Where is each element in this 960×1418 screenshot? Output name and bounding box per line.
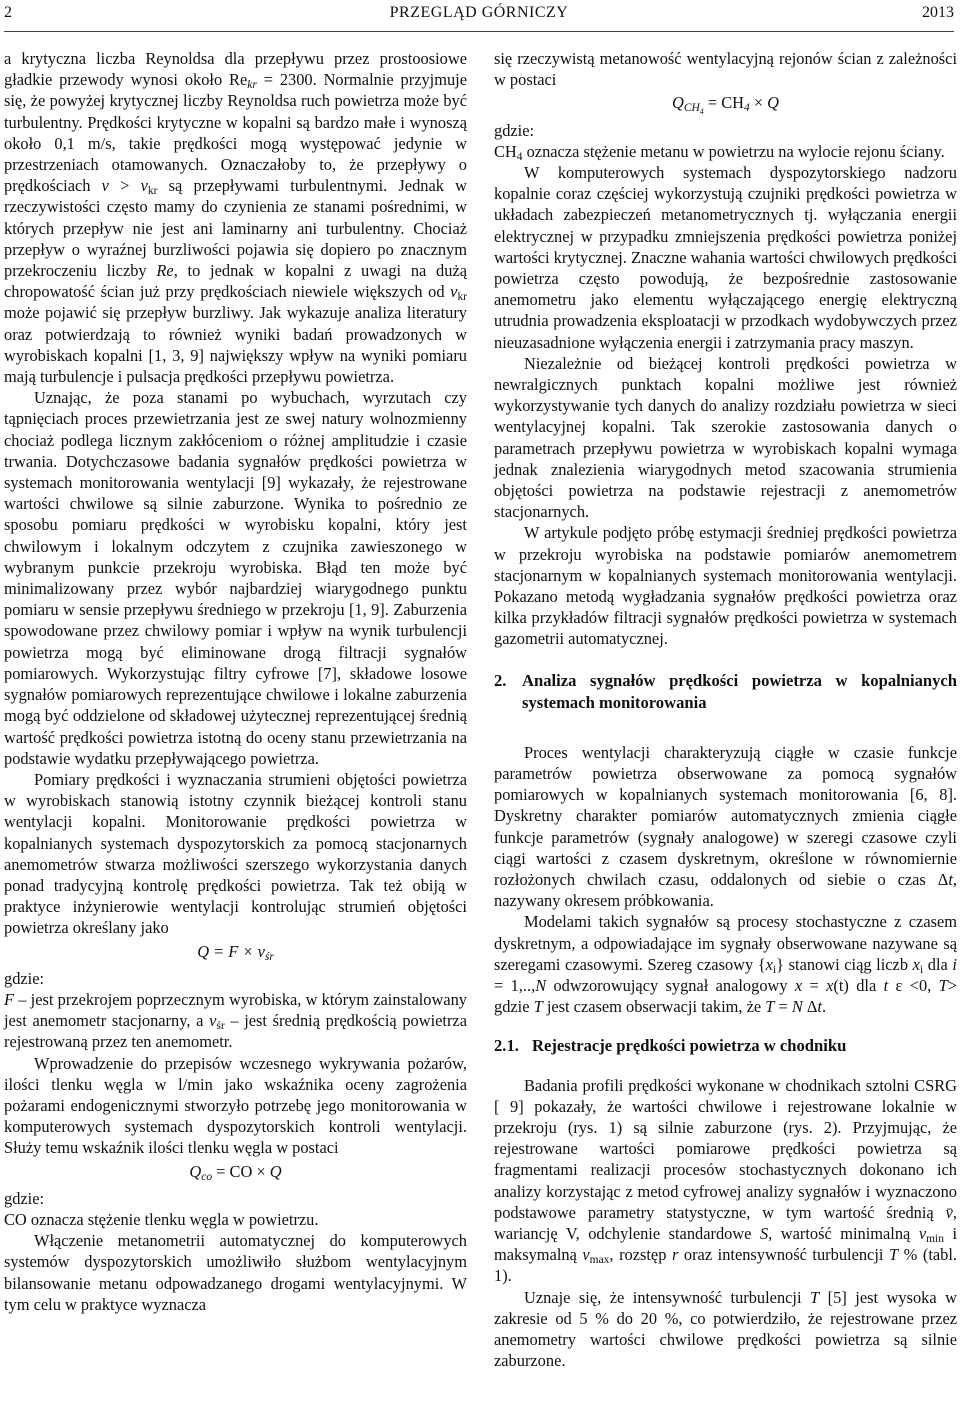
page-header xyxy=(4,2,954,24)
paragraph: Modelami takich sygnałów są procesy stochastyczne z czasem dyskretnym, a odpowiadające im sygnały obserwowane nazywane są szeregami czasowymi. Szereg czasowy $\{x_i\}$ stanowi ciąg liczb $x_i$ dla i = 1,..,N odwzorowujący sygnał analogowy x = x(t) dla t ε <0, T> gdzie T jest czasem obserwacji takim, że T = N Δt. xyxy=(494,912,957,1017)
paragraph: a krytyczna liczba Reynoldsa dla przepływu przez prostoosiowe gładkie przewody wynosi około $Re_{kr} = 2300$. Normalnie przyjmuje się, że powyżej krytycznej liczby Reynoldsa ruch powietrza może być turbulentny. Prędkości krytyczne w kopalni są bardzo małe i wynoszą około 0,1 m/s, takie prędkości mogą występować jedynie w przestrzeniach otamowanych. Oznaczałoby to, że przepływy o prędkościach $v > v_{kr}$ są przepływami turbulentnymi. Jednak w rzeczywistości często mamy do czynienia ze stanami pośrednimi, w których przepływ nie jest ani laminarny ani turbulentny. Chociaż przepływ o wyraźnej burzliwości pojawia się dopiero po znacznym przekroczeniu liczby Re, to jednak w kopalni z uwagi na dużą chropowatość ścian już przy prędkościach niewiele większych od $v_{kr}$ może pojawić się przepływ burzliwy. Jak wykazuje analiza literatury oraz potwierdzają to również wyniki badań prowadzonych w wyrobiskach kopalni [1, 3, 9] największy wpływ na wyniki pomiaru mają turbulencje i pulsacja prędkości przepływu powietrza. xyxy=(4,49,467,387)
paragraph: Niezależnie od bieżącej kontroli prędkości powietrza w newralgicznych punktach kopalni możliwe jest również wykorzystywanie tych danych do analizy rozdziału powietrza w sieci wentylacyjnej kopalni. Tak szerokie zastosowania danych o parametrach przepływu powietrza w wyrobiskach kopalni wymaga jednak znalezienia wiarygodnych metod szacowania strumienia objętości powietrza na podstawie rejestracji z anemometrów stacjonarnych. xyxy=(494,353,957,522)
header-rule xyxy=(4,31,954,32)
where-label: gdzie: xyxy=(494,120,535,140)
subsection-heading xyxy=(494,1035,957,1056)
section-heading xyxy=(494,670,957,714)
where-label: gdzie: xyxy=(4,1188,45,1208)
definition: F – jest przekrojem poprzecznym wyrobiska, w którym zainstalowany jest anemometr stacjonarny, a $v_{śr}$ – jest średnią prędkością powietrza rejestrowaną przez ten anemometr. xyxy=(4,989,467,1052)
equation-co: $Q_{co}$ = CO × Q xyxy=(189,1161,282,1183)
definition: CO oznacza stężenie tlenku węgla w powietrzu. xyxy=(4,1209,319,1229)
paragraph: Włączenie metanometrii automatycznej do komputerowych systemów dyspozytorskich umożliwiło służbom wentylacyjnym bilansowanie metanu odpowadzanego drogami wentylacyjnymi. W tym celu w praktyce wyznacza xyxy=(4,1231,467,1314)
paragraph: Pomiary prędkości i wyznaczania strumieni objętości powietrza w wyrobiskach stanowią istotny czynnik bieżącej kontroli stanu wentylacji kopalni. Monitorowanie prędkości powietrza w kopalnianych systemach dyspozytorskich za pomocą stacjonarnych anemometrów stwarza możliwości szerszego wykorzystania danych ponad tradycyjną kontrolę prędkości powietrza. Tak też obiją w praktyce inżynierowie wentylacji kontrolując strumień objętości powietrza określany jako xyxy=(4,769,467,938)
paragraph: Badania profili prędkości wykonane w chodnikach sztolni CSRG [ 9] pokazały, że wartości chwilowe i rejestrowane lokalnie w przekroju (rys. 1) są silnie zaburzone (rys. 2). Przyjmując, że rejestrowane wartości pomiarowe prędkości powietrza są fragmentami realizacji procesów stochastycznych dokonano ich analizy korzystając z metod cyfrowej analizy sygnałów i wyznaczono podstawowe parametry statystyczne, w tym wartość średnią v̄, wariancję V, odchylenie standardowe S, wartość minimalną $v_{min}$ i maksymalną $v_{max}$, rozstęp r oraz intensywność turbulencji T % (tabl. 1). xyxy=(494,1075,958,1286)
paragraph: Uznając, że poza stanami po wybuchach, wyrzutach czy tąpnięciach proces przewietrzania jest ze swej natury wolnozmienny chociaż podlega licznym zakłóceniom o różnej amplitudzie i czasie trwania. Dotychczasowe badania sygnałów prędkości powietrza w systemach monitorowania wentylacji [9] wykazały, że rejestrowane wartości chwilowe są silnie zaburzone. Wynika to pośrednio ze sposobu pomiaru prędkości w wyrobisku kopalni, który jest chwilowym i lokalnym odczytem z czujnika zawieszonego w wybranym punkcie przekroju wyrobiska. Błąd ten może być minimalizowany przez wybór najbardziej wiarygodnego punktu pomiaru w sensie przepływu średniego w przekroju [1, 9]. Zaburzenia spowodowane przez chwilowy pomiar i wpływ na wynik turbulencji powietrza mogą być eliminowane drogą filtracji sygnałów pomiarowych. Wykorzystując filtry cyfrowe [7], składowe losowe sygnałów pomiarowych reprezentujące chwilowe i lokalne zaburzenia mogą być oddzielone od składowej użytecznej reprezentującej średnią wartość prędkości powietrza istotną do oceny stanu przewietrzania na podstawie wydatku przepływającego powietrza. xyxy=(4,388,467,768)
right-column xyxy=(494,48,957,1371)
paragraph: W artykule podjęto próbę estymacji średniej prędkości powietrza w przekroju wyrobiska na podstawie pomiarów anemometrem stacjonarnym w kopalnianych systemach monitorowania wentylacji. Pokazano metodą wygładzania sygnałów prędkości powietrza oraz kilka przykładów filtracji sygnałów prędkości powietrza w systemach gazometrii automatycznej. xyxy=(494,523,957,649)
paragraph: się rzeczywistą metanowość wentylacyjną rejonów ścian z zależności w postaci xyxy=(494,49,957,90)
page-number: 2 xyxy=(4,4,12,21)
subsection-title: Rejestracje prędkości powietrza w chodniku xyxy=(532,1036,847,1056)
section-title: Analiza sygnałów prędkości powietrza w kopalnianych systemach monitorowania xyxy=(522,670,957,712)
paragraph: W komputerowych systemach dyspozytorskiego nadzoru kopalnie coraz częściej wykorzystują czujniki prędkości powietrza w układach zabezpieczeń metanometrycznych tj. wyłączania energii elektrycznej w przypadku zmniejszenia prędkości powietrza poniżej wartości krytycznej. Znaczne wahania wartości chwilowych prędkości powietrza często powodują, że bezpośrednie zastosowanie anemometru jako elementu wyłączającego energię elektryczną utrudnia prowadzenia eksploatacji w przodkach wydobywczych przez nieuzasadnione wyłączenia energii i zatrzymania pracy maszyn. xyxy=(494,163,957,352)
subsection-number: 2.1. xyxy=(494,1036,519,1056)
equation-methane: $Q_{CH_4} = CH_4 \times Q$ xyxy=(671,93,780,117)
paragraph: Uznaje się, że intensywność turbulencji T [5] jest wysoka w zakresie od 5 % do 20 %, co potwierdziło, że rejestrowane przez anemometry wartości chwilowe prędkości powietrza są silnie zaburzone. xyxy=(494,1287,957,1371)
where-label: gdzie: xyxy=(4,968,45,988)
journal-title: PRZEGLĄD GÓRNICZY xyxy=(389,4,569,21)
publication-year: 2013 xyxy=(922,4,954,21)
definition: $CH_4$ oznacza stężenie metanu w powietrzu na wylocie rejonu ściany. xyxy=(494,141,945,163)
paragraph: Proces wentylacji charakteryzują ciągłe w czasie funkcje parametrów powietrza obserwowane za pomocą sygnałów pomiarowych w kopalnianych systemach monitorowania [6, 8]. Dyskretny charakter pomiarów automatycznych zmienia ciągłe funkcje parametrów (sygnały analogowe) w szeregi czasowe czyli ciągi wartości z czasem dyskretnym, określone w równomiernie rozłożonych chwilach czasu, oddalonych od siebie o czas Δt, nazywany okresem próbkowania. xyxy=(494,742,957,911)
left-column xyxy=(4,48,467,1315)
equation-flow-rate: $Q = F \times v_{śr}$ xyxy=(197,941,274,963)
section-number: 2. xyxy=(494,670,507,690)
paragraph: Wprowadzenie do przepisów wczesnego wykrywania pożarów, ilości tlenku węgla w l/min jako wskaźnika oceny zagrożenia pożarami endogenicznymi stworzyło potrzebę jego monitorowania w komputerowych systemach dyspozytorskich kontroli wentylacji. Służy temu wskaźnik ilości tlenku węgla w postaci xyxy=(4,1053,467,1158)
